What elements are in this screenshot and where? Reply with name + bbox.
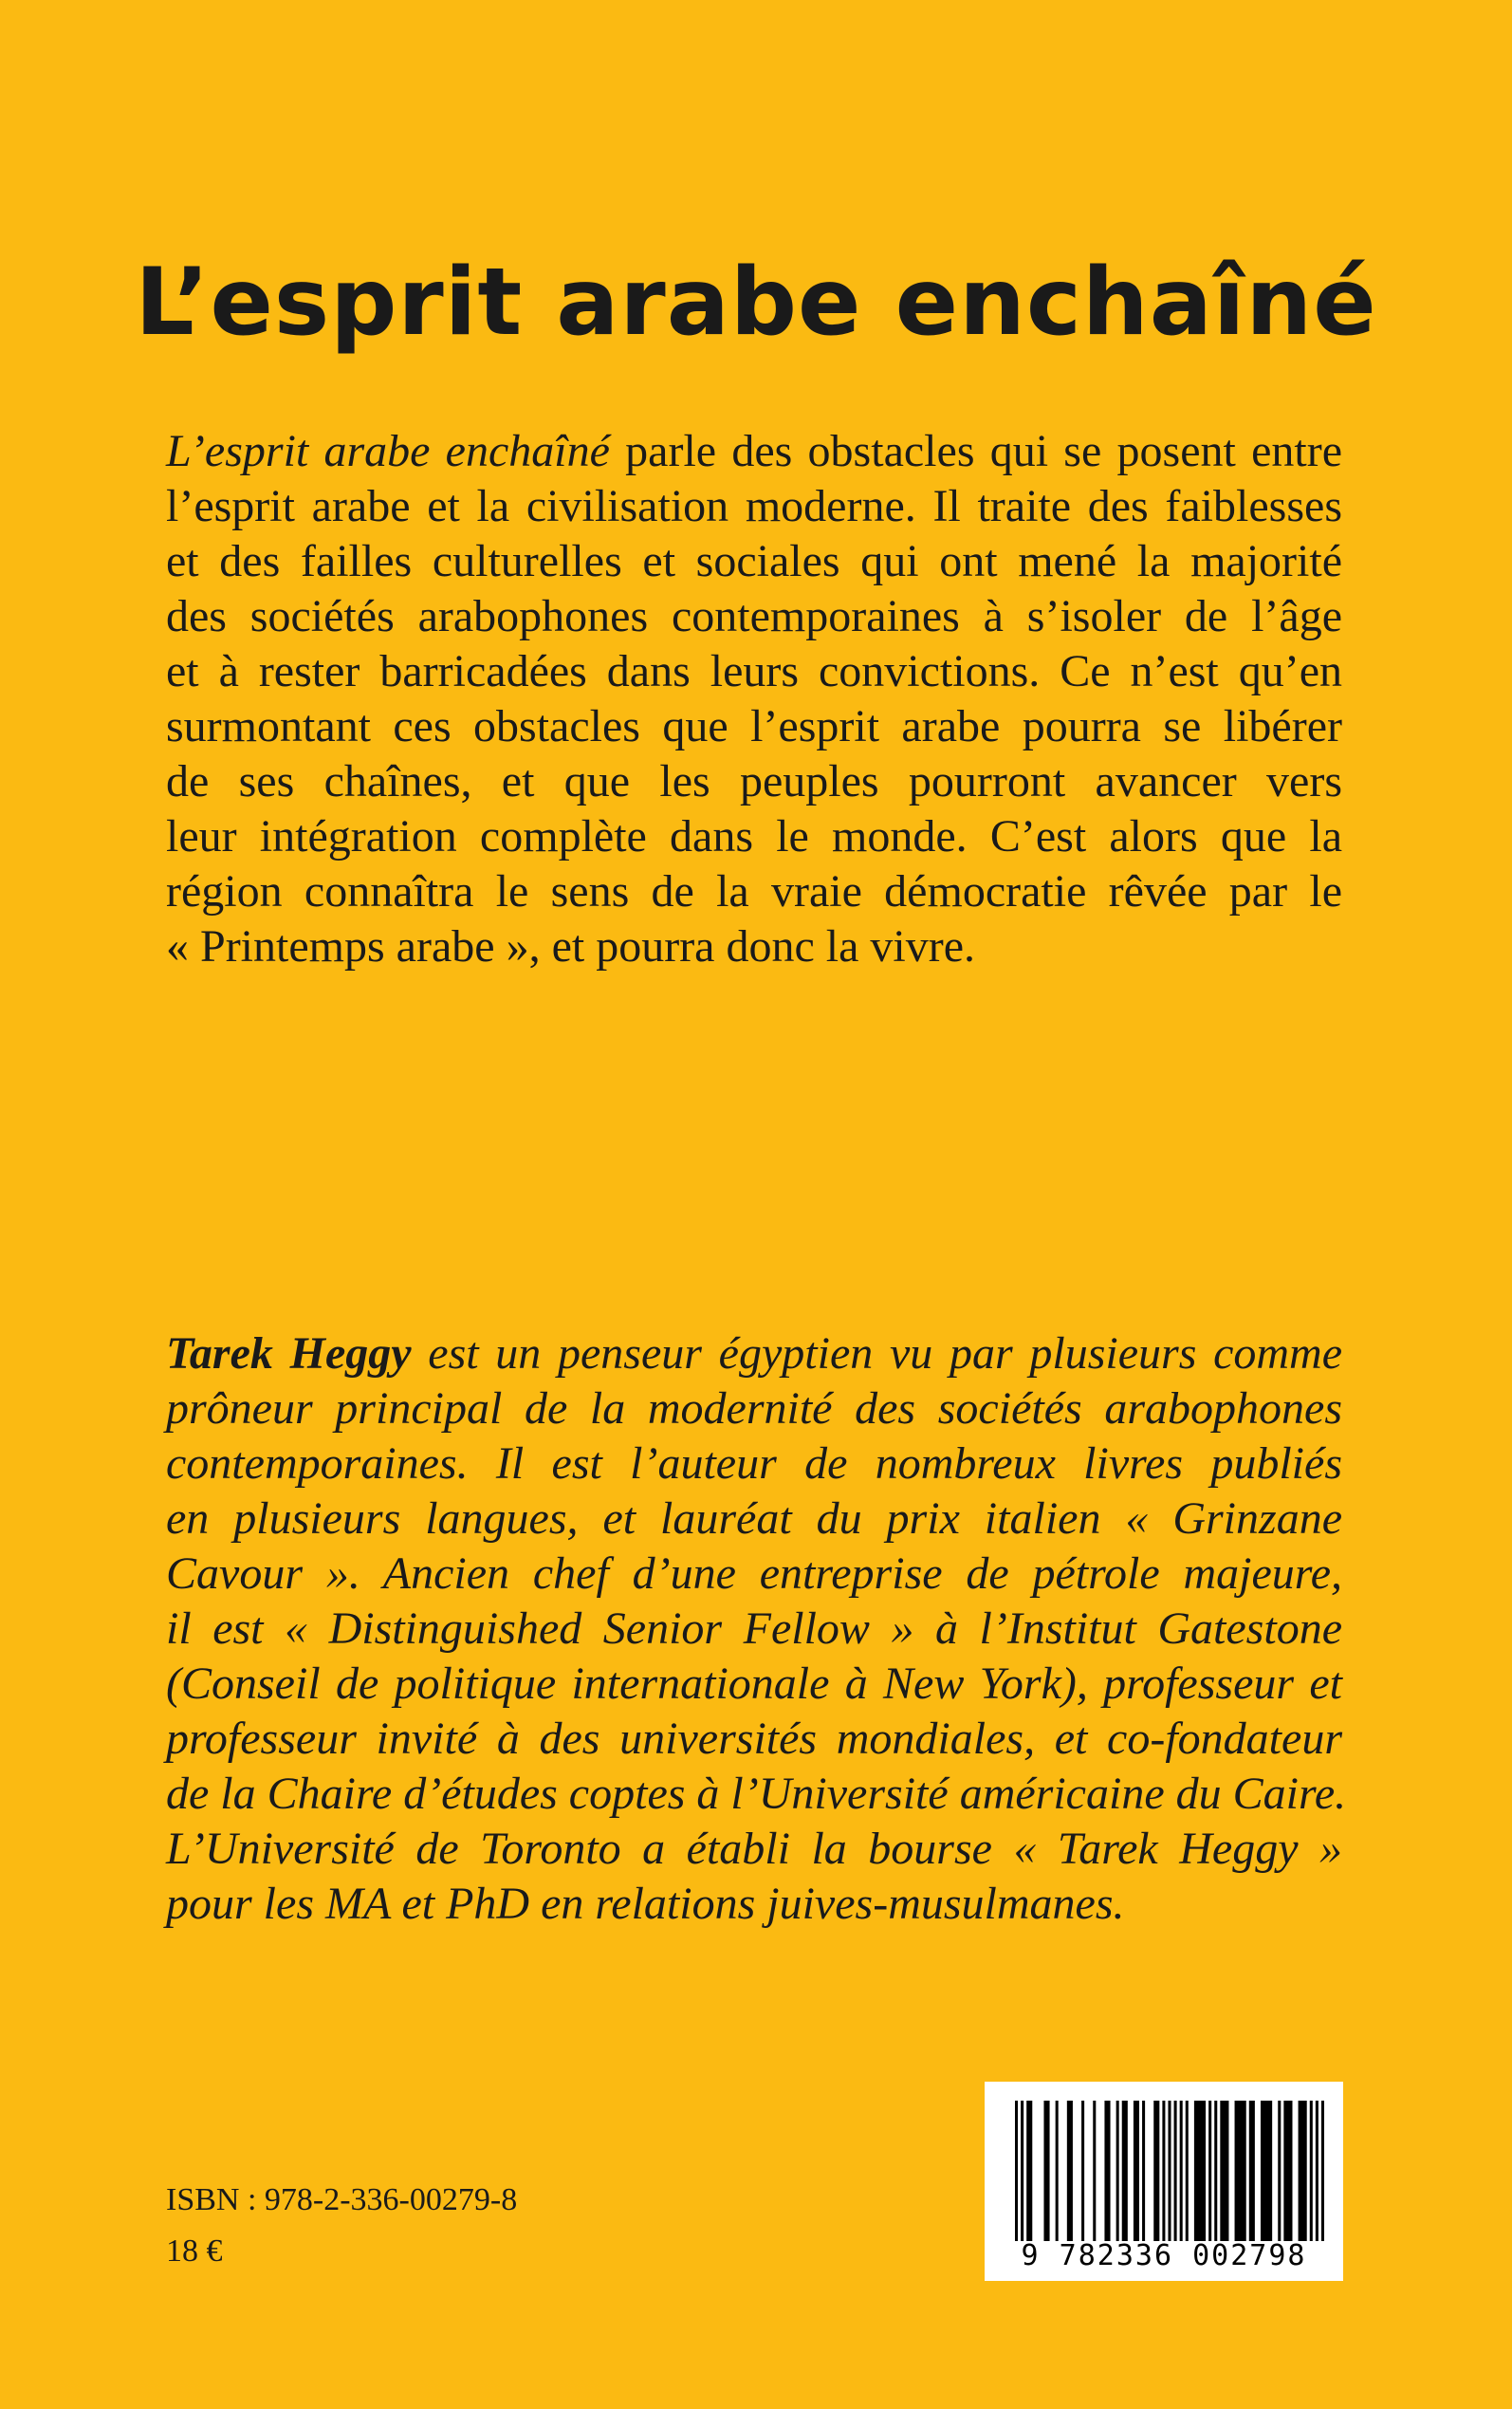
- barcode: [985, 2082, 1343, 2281]
- synopsis-line: leur intégration complète dans le monde. C’est alors que la: [166, 811, 1342, 862]
- synopsis-line: de ses chaînes, et que les peuples pourront avancer vers: [166, 756, 1342, 806]
- barcode-digits: 9 782336 002798: [1021, 2239, 1307, 2272]
- bio-line: pour les MA et PhD en relations juives-musulmanes.: [166, 1879, 1125, 1929]
- bio-line: de la Chaire d’études coptes à l’Université américaine du Caire.: [166, 1769, 1347, 1819]
- bio-line: (Conseil de politique internationale à New York), professeur et: [166, 1659, 1342, 1709]
- synopsis-paragraph: [166, 424, 1342, 974]
- synopsis-line: l’esprit arabe et la civilisation moderne. Il traite des faiblesses: [166, 481, 1342, 531]
- bio-line: Cavour ». Ancien chef d’une entreprise de pétrole majeure,: [166, 1548, 1342, 1599]
- synopsis-lead-title: L’esprit arabe enchaîné: [166, 426, 610, 476]
- synopsis-line: « Printemps arabe », et pourra donc la vivre.: [166, 921, 976, 972]
- bio-line: Tarek Heggy est un penseur égyptien vu par plusieurs comme: [166, 1328, 1343, 1379]
- author-bio-paragraph: [166, 1326, 1347, 1932]
- price-label: 18 €: [166, 2233, 223, 2269]
- bio-line: prôneur principal de la modernité des sociétés arabophones: [166, 1383, 1342, 1434]
- book-title: L’esprit arabe enchaîné: [135, 249, 1377, 357]
- synopsis-line: L’esprit arabe enchaîné parle des obstacles qui se posent entre: [166, 426, 1342, 476]
- isbn-label: ISBN : 978-2-336-00279-8: [166, 2182, 518, 2217]
- synopsis-line: et des failles culturelles et sociales qui ont mené la majorité: [166, 536, 1342, 586]
- bio-line: il est « Distinguished Senior Fellow » à l’Institut Gatestone: [166, 1603, 1342, 1654]
- synopsis-line: et à rester barricadées dans leurs convictions. Ce n’est qu’en: [166, 646, 1342, 696]
- author-name: Tarek Heggy: [166, 1328, 412, 1379]
- synopsis-line: région connaîtra le sens de la vraie démocratie rêvée par le: [166, 866, 1342, 917]
- bio-line: L’Université de Toronto a établi la bourse « Tarek Heggy »: [166, 1824, 1342, 1874]
- barcode-bars-icon: [1015, 2101, 1324, 2241]
- bio-line: contemporaines. Il est l’auteur de nombreux livres publiés: [166, 1438, 1342, 1489]
- bio-line: professeur invité à des universités mondiales, et co-fondateur: [166, 1714, 1342, 1764]
- bio-line: en plusieurs langues, et lauréat du prix italien « Grinzane: [166, 1493, 1342, 1544]
- synopsis-line: surmontant ces obstacles que l’esprit arabe pourra se libérer: [166, 701, 1342, 751]
- synopsis-line: des sociétés arabophones contemporaines à s’isoler de l’âge: [166, 591, 1342, 641]
